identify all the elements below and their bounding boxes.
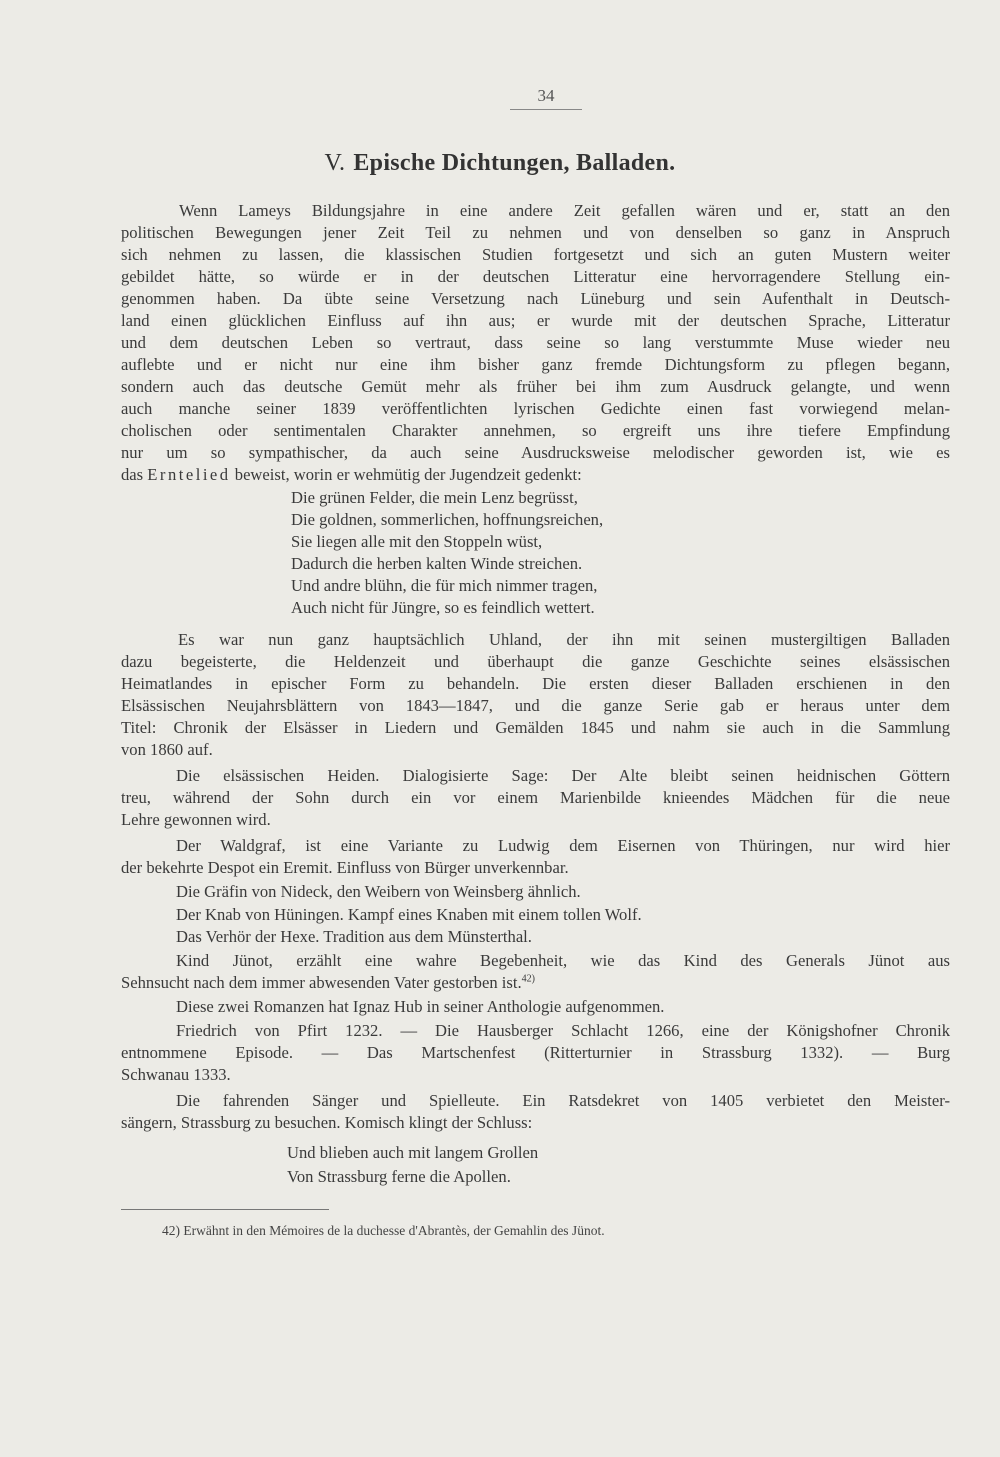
paragraph-line: auflebte und er nicht nur eine ihm bisher ganz fremde Dichtungsform zu pflegen begann, [121, 355, 950, 374]
paragraph-line: Friedrich von Pfirt 1232. — Die Hausberger Schlacht 1266, eine der Königshofner Chronik [176, 1021, 950, 1040]
paragraph-line: von 1860 auf. [121, 740, 213, 759]
paragraph-line: nur um so sympathischer, da auch seine Ausdrucksweise melodischer geworden ist, wie es [121, 443, 950, 462]
paragraph-line [121, 464, 950, 486]
verse-line: Auch nicht für Jüngre, so es feindlich wettert. [291, 598, 595, 617]
paragraph-line: Die elsässischen Heiden. Dialogisierte Sage: Der Alte bleibt seinen heidnischen Göttern [176, 766, 950, 785]
paragraph-line: Kind Jünot, erzählt eine wahre Begebenheit, wie das Kind des Generals Jünot aus [176, 951, 950, 970]
paragraph-line: cholischen oder sentimentalen Charakter annehmen, so ergreift uns ihre tiefere Empfindung [121, 421, 950, 440]
text-fragment: beweist, worin er wehmütig der Jugendzeit gedenkt: [234, 465, 582, 484]
verse-line: Und blieben auch mit langem Grollen [287, 1143, 539, 1162]
paragraph-line: der bekehrte Despot ein Eremit. Einfluss von Bürger unverkennbar. [121, 858, 569, 877]
paragraph-line: genommen haben. Da übte seine Versetzung nach Lüneburg und sein Aufenthalt in Deutsch- [121, 289, 950, 308]
paragraph-line: sich nehmen zu lassen, die klassischen Studien fortgesetzt und sich an guten Mustern weiter [121, 245, 950, 264]
paragraph-line: Titel: Chronik der Elsässer in Liedern und Gemälden 1845 und nahm sie auch in die Sammlung [121, 718, 950, 737]
chapter-number: V. [324, 150, 346, 176]
chapter-title: Epische Dichtungen, Balladen. [353, 150, 676, 176]
paragraph-line: und dem deutschen Leben so vertraut, dass seine so lang verstummte Muse wieder neu [121, 333, 950, 352]
footnote-divider [121, 1209, 329, 1210]
verse-line: Dadurch die herben kalten Winde streichen. [291, 554, 583, 573]
verse-line: Sie liegen alle mit den Stoppeln wüst, [291, 532, 543, 551]
paragraph-line: Heimatlandes in epischer Form zu behandeln. Die ersten dieser Balladen erschienen in den [121, 674, 950, 693]
paragraph-line: Elsässischen Neujahrsblättern von 1843—1847, und die ganze Serie gab er heraus unter dem [121, 696, 950, 715]
verse-line: Von Strassburg ferne die Apollen. [287, 1167, 511, 1186]
paragraph-line: Lehre gewonnen wird. [121, 810, 271, 829]
paragraph-line: Die Gräfin von Nideck, den Weibern von Weinsberg ähnlich. [176, 882, 581, 901]
paragraph-line: politischen Bewegungen jener Zeit Teil zu nehmen und von denselben so ganz in Anspruch [121, 223, 950, 242]
paragraph-line: Wenn Lameys Bildungsjahre in eine andere Zeit gefallen wären und er, statt an den [179, 201, 950, 220]
paragraph-line: land einen glücklichen Einfluss auf ihn aus; er wurde mit der deutschen Sprache, Litteratur [121, 311, 950, 330]
paragraph-line: dazu begeisterte, die Heldenzeit und überhaupt die ganze Geschichte seines elsässischen [121, 652, 950, 671]
paragraph-line: Das Verhör der Hexe. Tradition aus dem Münsterthal. [176, 927, 532, 946]
chapter-heading [0, 150, 1000, 177]
footnote-reference: 42) [521, 973, 535, 985]
paragraph-line: Der Knab von Hüningen. Kampf eines Knaben mit einem tollen Wolf. [176, 905, 642, 924]
paragraph-line: entnommene Episode. — Das Martschenfest (Ritterturnier in Strassburg 1332). — Burg [121, 1043, 950, 1062]
verse-line: Und andre blühn, die für mich nimmer tragen, [291, 576, 598, 595]
verse-line: Die goldnen, sommerlichen, hoffnungsreichen, [291, 510, 604, 529]
paragraph-line: Diese zwei Romanzen hat Ignaz Hub in seiner Anthologie aufgenommen. [176, 997, 665, 1016]
page-number: 34 [510, 86, 582, 110]
text-fragment: Sehnsucht nach dem immer abwesenden Vater gestorben ist. [121, 973, 522, 992]
paragraph-line: Der Waldgraf, ist eine Variante zu Ludwig dem Eisernen von Thüringen, nur wird hier [176, 836, 950, 855]
paragraph-line: auch manche seiner 1839 veröffentlichten lyrischen Gedichte einen fast vorwiegend melan- [121, 399, 950, 418]
paragraph-line: sondern auch das deutsche Gemüt mehr als früher bei ihm zum Ausdruck gelangte, und wenn [121, 377, 950, 396]
footnote: 42) Erwähnt in den Mémoires de la duchesse d'Abrantès, der Gemahlin des Jünot. [162, 1223, 605, 1238]
paragraph-line: gebildet hätte, so würde er in der deutschen Litteratur eine hervorragendere Stellung ein- [121, 267, 950, 286]
paragraph-line: Es war nun ganz hauptsächlich Uhland, der ihn mit seinen mustergiltigen Balladen [178, 630, 950, 649]
paragraph-line: Die fahrenden Sänger und Spielleute. Ein Ratsdekret von 1405 verbietet den Meister- [176, 1091, 950, 1110]
paragraph-line [121, 972, 950, 994]
paragraph-line: Schwanau 1333. [121, 1065, 231, 1084]
paragraph-line: treu, während der Sohn durch ein vor einem Marienbilde knieendes Mädchen für die neue [121, 788, 950, 807]
verse-line: Die grünen Felder, die mein Lenz begrüsst, [291, 488, 578, 507]
paragraph-line: sängern, Strassburg zu besuchen. Komisch klingt der Schluss: [121, 1113, 533, 1132]
text-fragment: das [121, 465, 144, 484]
poem-title-erntelied: Erntelied [147, 465, 231, 484]
